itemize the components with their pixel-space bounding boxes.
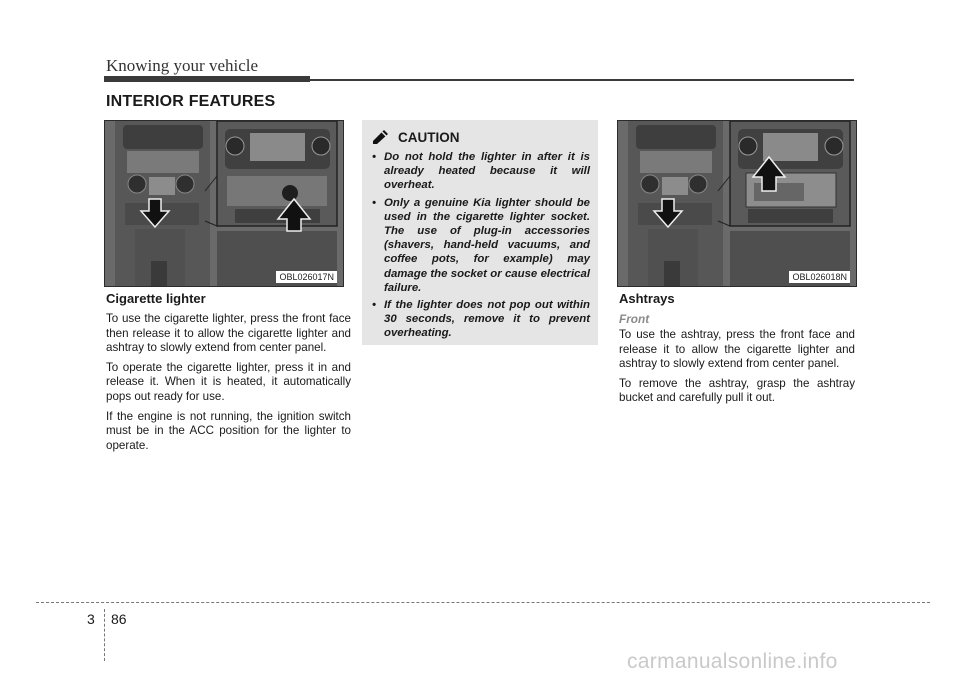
footer-divider bbox=[104, 609, 105, 661]
watermark: carmanualsonline.info bbox=[627, 650, 838, 673]
figure-ashtray bbox=[617, 120, 857, 287]
body-paragraph: To use the cigarette lighter, press the front face then release it to allow the cigarette lighter and ashtray to slowly extend from center panel. bbox=[106, 312, 351, 355]
caution-header bbox=[372, 129, 460, 145]
body-paragraph: To remove the ashtray, grasp the ashtray bucket and carefully pull it out. bbox=[619, 376, 855, 405]
body-paragraph: If the engine is not running, the ignition switch must be in the ACC position for the lighter to operate. bbox=[106, 409, 351, 452]
dashboard-photo-illustration bbox=[618, 121, 856, 286]
caution-list bbox=[372, 150, 590, 344]
caution-box bbox=[362, 120, 598, 345]
ashtrays-subheading: Front bbox=[619, 312, 650, 326]
ashtrays-heading: Ashtrays bbox=[619, 291, 675, 306]
cigarette-lighter-section bbox=[106, 291, 351, 458]
figure-code: OBL026018N bbox=[789, 271, 850, 283]
header-title: Knowing your vehicle bbox=[106, 56, 259, 75]
figure-code: OBL026017N bbox=[276, 271, 337, 283]
caution-title: CAUTION bbox=[398, 129, 460, 145]
ashtrays-section bbox=[619, 291, 855, 411]
header-rule-thin bbox=[310, 79, 854, 81]
footer-rule bbox=[36, 602, 930, 603]
caution-item: • If the lighter does not pop out within 30 seconds, remove it to prevent overheating. bbox=[372, 299, 590, 340]
chapter-number: 3 bbox=[87, 611, 95, 627]
page-number: 86 bbox=[111, 611, 127, 627]
body-paragraph: To operate the cigarette lighter, press it in and release it. When it is heated, it automatically pops out ready for use. bbox=[106, 360, 351, 403]
section-title: INTERIOR FEATURES bbox=[106, 93, 276, 110]
figure-cigarette-lighter bbox=[104, 120, 344, 287]
caution-item: • Only a genuine Kia lighter should be used in the cigarette lighter socket. The use of plug-in accessories (shavers, hand-held vacuums, and coffee pots, for example) may damage the socket or cause electrical failure. bbox=[372, 196, 590, 294]
header-rule-thick bbox=[104, 76, 310, 82]
dashboard-photo-illustration bbox=[105, 121, 343, 286]
caution-item: • Do not hold the lighter in after it is already heated because it will overheat. bbox=[372, 151, 590, 192]
caution-pen-icon bbox=[372, 129, 390, 145]
cigarette-lighter-heading: Cigarette lighter bbox=[106, 291, 206, 306]
body-paragraph: To use the ashtray, press the front face and release it to allow the cigarette lighter and ashtray to slowly extend from center panel. bbox=[619, 328, 855, 371]
